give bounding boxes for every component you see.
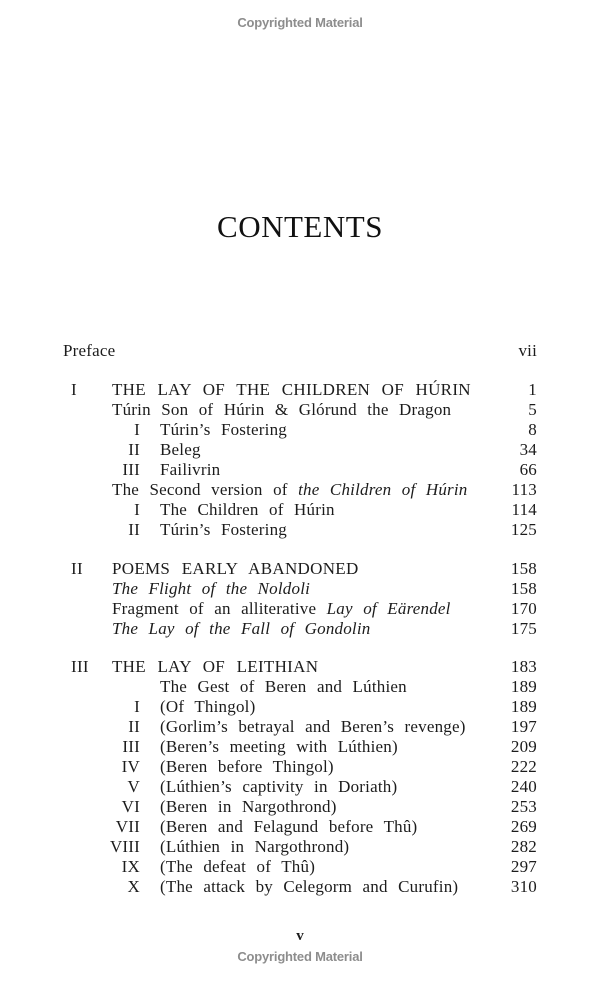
page-number: vii [518,341,537,360]
toc-row-preface [0,341,600,361]
entry-title: (Beren before Thingol) [160,757,334,776]
entry-title: (Beren’s meeting with Lúthien) [160,737,398,756]
entry-title: The Flight of the Noldoli [112,578,311,598]
entry-title-italic: the Children of Húrin [298,480,468,499]
spacer [0,540,600,559]
page-number: 113 [511,480,537,499]
item-numeral: II [128,717,140,736]
entry-title: (Gorlim’s betrayal and Beren’s revenge) [160,717,466,736]
toc-row-section [0,559,600,579]
entry-title: (Beren and Felagund before Thû) [160,817,418,836]
page-number: 158 [510,578,537,598]
page-title: CONTENTS [217,209,383,244]
folio-page-number: v [296,928,304,944]
watermark-bottom: Copyrighted Material [237,949,363,964]
entry-title: (Beren in Nargothrond) [160,797,337,816]
entry-title: (Lúthien’s captivity in Doriath) [160,777,398,796]
entry-title [112,599,451,619]
toc-row [0,697,600,717]
item-numeral: III [122,460,140,479]
page-number: 222 [510,757,537,776]
watermark-top: Copyrighted Material [237,15,363,30]
toc-row [0,677,600,697]
toc-row [0,777,600,797]
item-numeral: VI [121,797,140,816]
entry-title: Failivrin [160,460,221,479]
entry-title: (The attack by Celegorm and Curufin) [160,877,459,896]
page-number: 5 [528,400,537,419]
page-number: 269 [510,817,537,836]
item-numeral: V [127,777,140,796]
item-numeral: I [134,697,140,716]
section-numeral: II [71,558,83,578]
page-number: 1 [528,380,537,399]
page-number: 282 [510,837,537,856]
page-number: 297 [510,857,537,876]
page-number: 209 [510,737,537,756]
entry-title: (Lúthien in Nargothrond) [160,837,350,856]
item-numeral: II [128,520,140,539]
entry-title: (The defeat of Thû) [160,857,316,876]
toc-row [0,817,600,837]
toc-row [0,520,600,540]
item-numeral: VII [115,817,140,836]
toc-row [0,480,600,500]
toc-row [0,797,600,817]
page-number: 183 [510,657,537,676]
section-numeral: III [71,657,89,676]
toc-row [0,717,600,737]
item-numeral: X [127,877,140,896]
toc-row [0,500,600,520]
item-numeral: II [128,440,140,459]
page-number: 66 [519,460,537,479]
entry-title [112,480,467,500]
toc-row [0,877,600,897]
spacer [0,639,600,658]
entry-title: THE LAY OF THE CHILDREN OF HÚRIN [112,380,471,399]
entry-title: The Gest of Beren and Lúthien [160,677,407,696]
page-number: 197 [510,717,537,736]
entry-title: Preface [63,341,116,360]
entry-title: (Of Thingol) [160,697,256,716]
entry-title: THE LAY OF LEITHIAN [112,657,319,676]
entry-title-roman: Fragment of an alliterative [112,598,327,618]
toc-row [0,599,600,619]
toc-row [0,420,600,440]
page-number: 34 [519,440,537,459]
toc-row [0,460,600,480]
page-number: 125 [510,520,537,539]
entry-title: Túrin’s Fostering [160,420,287,439]
toc-row-section [0,380,600,400]
page-number: 8 [528,420,537,439]
item-numeral: IX [121,857,140,876]
entry-title: POEMS EARLY ABANDONED [112,558,359,578]
toc-row [0,837,600,857]
table-of-contents [0,341,600,897]
spacer [0,361,600,380]
entry-title-roman: The Second version of [112,480,299,499]
item-numeral: I [134,500,140,519]
entry-title: Beleg [160,440,201,459]
toc-row [0,737,600,757]
item-numeral: VIII [109,837,140,856]
entry-title: The Lay of the Fall of Gondolin [112,618,371,638]
toc-row-section [0,657,600,677]
section-numeral: I [71,380,77,399]
toc-row [0,757,600,777]
item-numeral: IV [121,757,140,776]
page-number: 310 [510,877,537,896]
toc-row [0,440,600,460]
entry-title: Túrin Son of Húrin & Glórund the Dragon [112,400,452,419]
toc-row [0,400,600,420]
toc-row [0,619,600,639]
page-number: 170 [510,598,537,618]
page-number: 253 [510,797,537,816]
page-number: 240 [510,777,537,796]
page-number: 175 [510,618,537,638]
page-number: 189 [510,697,537,716]
page-number: 114 [511,500,537,519]
entry-title: The Children of Húrin [160,500,335,519]
page-number: 158 [510,558,537,578]
item-numeral: I [134,420,140,439]
item-numeral: III [122,737,140,756]
entry-title: Túrin’s Fostering [160,520,287,539]
page-number: 189 [510,677,537,696]
toc-row [0,857,600,877]
entry-title-italic: Lay of Eärendel [326,598,451,618]
toc-row [0,579,600,599]
